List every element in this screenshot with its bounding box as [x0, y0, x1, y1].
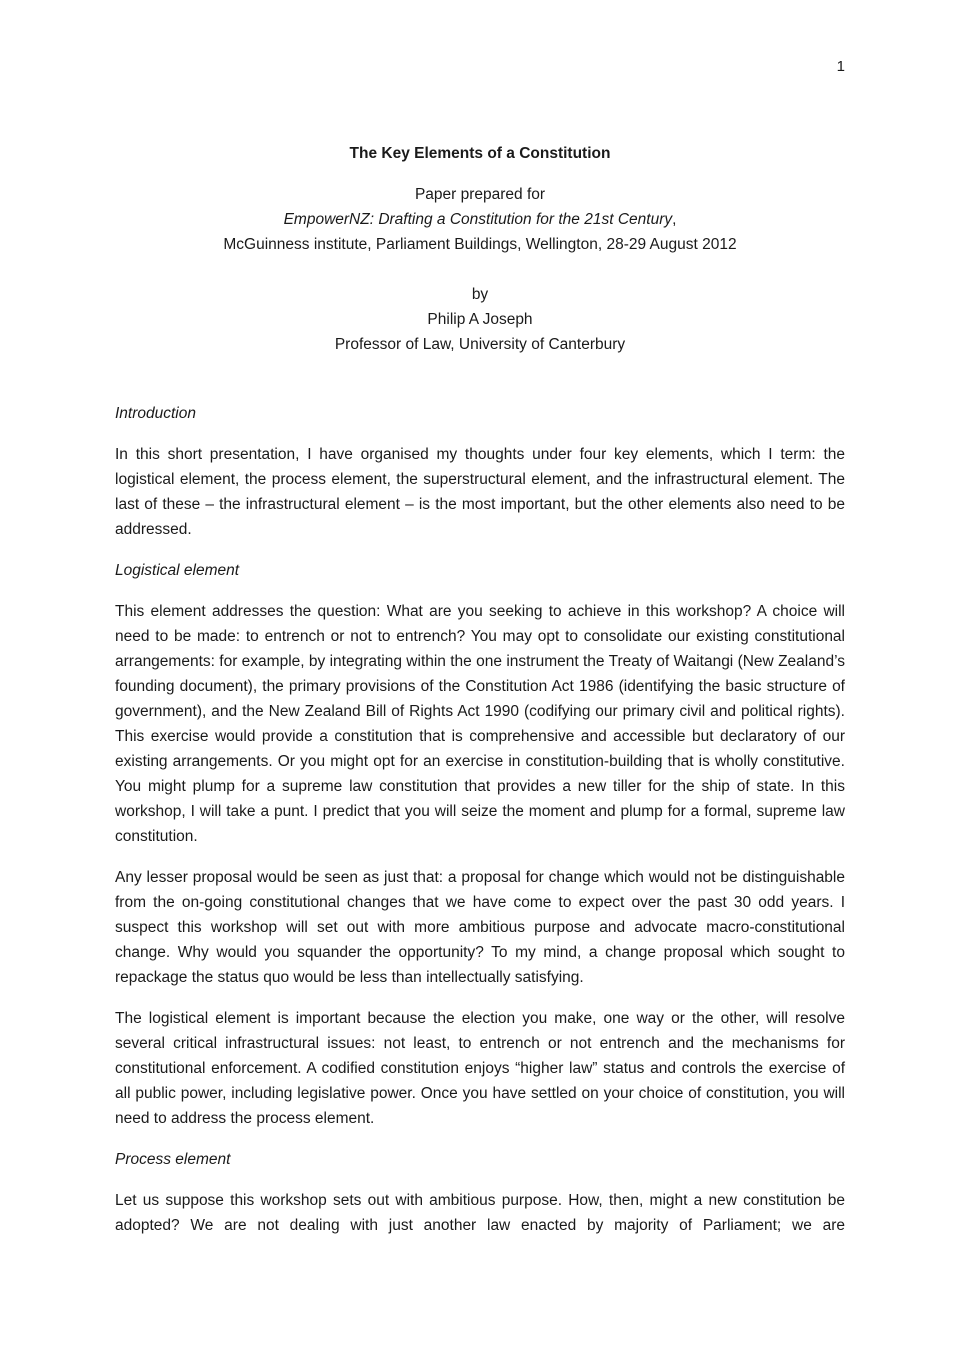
section-heading-introduction: Introduction: [115, 405, 196, 422]
paragraph-process-1: Let us suppose this workshop sets out with ambitious purpose. How, then, might a new constitution be adopted? We are not dealing with just another law enacted by majority of Parliament; we are: [115, 1192, 845, 1234]
author-name: Philip A Joseph: [427, 311, 533, 328]
subtitle-line-event: [115, 207, 845, 232]
author-affiliation: Professor of Law, University of Canterbury: [334, 336, 626, 353]
section-heading-logistical-element: Logistical element: [115, 562, 240, 579]
paragraph-logistical-3: The logistical element is important because the election you make, one way or the other, will resolve several critical infrastructural issues: not least, to entrench or not entrench and the mechanisms for constitutional enforcement. A codified constitution enjoys “higher law” status and controls the exercise of all public power, including legislative power. Once you have settled on your choice of constitution, you will need to address the process element.: [115, 1010, 845, 1127]
subtitle-line-prepared-for: Paper prepared for: [414, 186, 546, 203]
page-number: 1: [836, 58, 845, 75]
byline-block: [115, 282, 845, 357]
paragraph-introduction-1: In this short presentation, I have organised my thoughts under four key elements, which I term: the logistical element, the process element, the superstructural element, and the infrastructural element. The last of these – the infrastructural element – is the most important, but the other elements also need to be addressed.: [115, 446, 845, 538]
paragraph-logistical-2: Any lesser proposal would be seen as just that: a proposal for change which would not be distinguishable from the on-going constitutional changes that we have come to expect over the past 30 odd years. I suspect this workshop will set out with more ambitious purpose and advocate macro-constitutional change. Why would you squander the opportunity? To my mind, a change proposal which sought to repackage the status quo would be less than intellectually satisfying.: [115, 869, 845, 986]
paragraph-logistical-1: This element addresses the question: What are you seeking to achieve in this workshop? A choice will need to be made: to entrench or not to entrench? You may opt to consolidate our existing constitutional arrangements: for example, by integrating within the one instrument the Treaty of Waitangi (New Zealand’s founding document), the primary provisions of the Constitution Act 1986 (identifying the basic structure of government), and the New Zealand Bill of Rights Act 1990 (codifying our primary civil and political rights). This exercise would provide a constitution that is comprehensive and accessible but declaratory of our existing arrangements. Or you might opt for an exercise in constitution-building that is wholly constitutive. You might plump for a supreme law constitution that provides a new tiller for the ship of state. In this workshop, I will take a punt. I predict that you will seize the moment and plump for a formal, supreme law constitution.: [115, 603, 845, 845]
section-heading-process-element: Process element: [115, 1151, 231, 1168]
subtitle-line-venue-date: McGuinness institute, Parliament Buildings, Wellington, 28-29 August 2012: [223, 236, 737, 253]
document-title: The Key Elements of a Constitution: [349, 145, 611, 162]
event-title-comma: ,: [672, 211, 677, 228]
document-content: [115, 0, 845, 1238]
subtitle-block: [115, 182, 845, 257]
event-title: EmpowerNZ: Drafting a Constitution for the 21st Century: [283, 211, 673, 228]
byline-by: by: [471, 286, 489, 303]
